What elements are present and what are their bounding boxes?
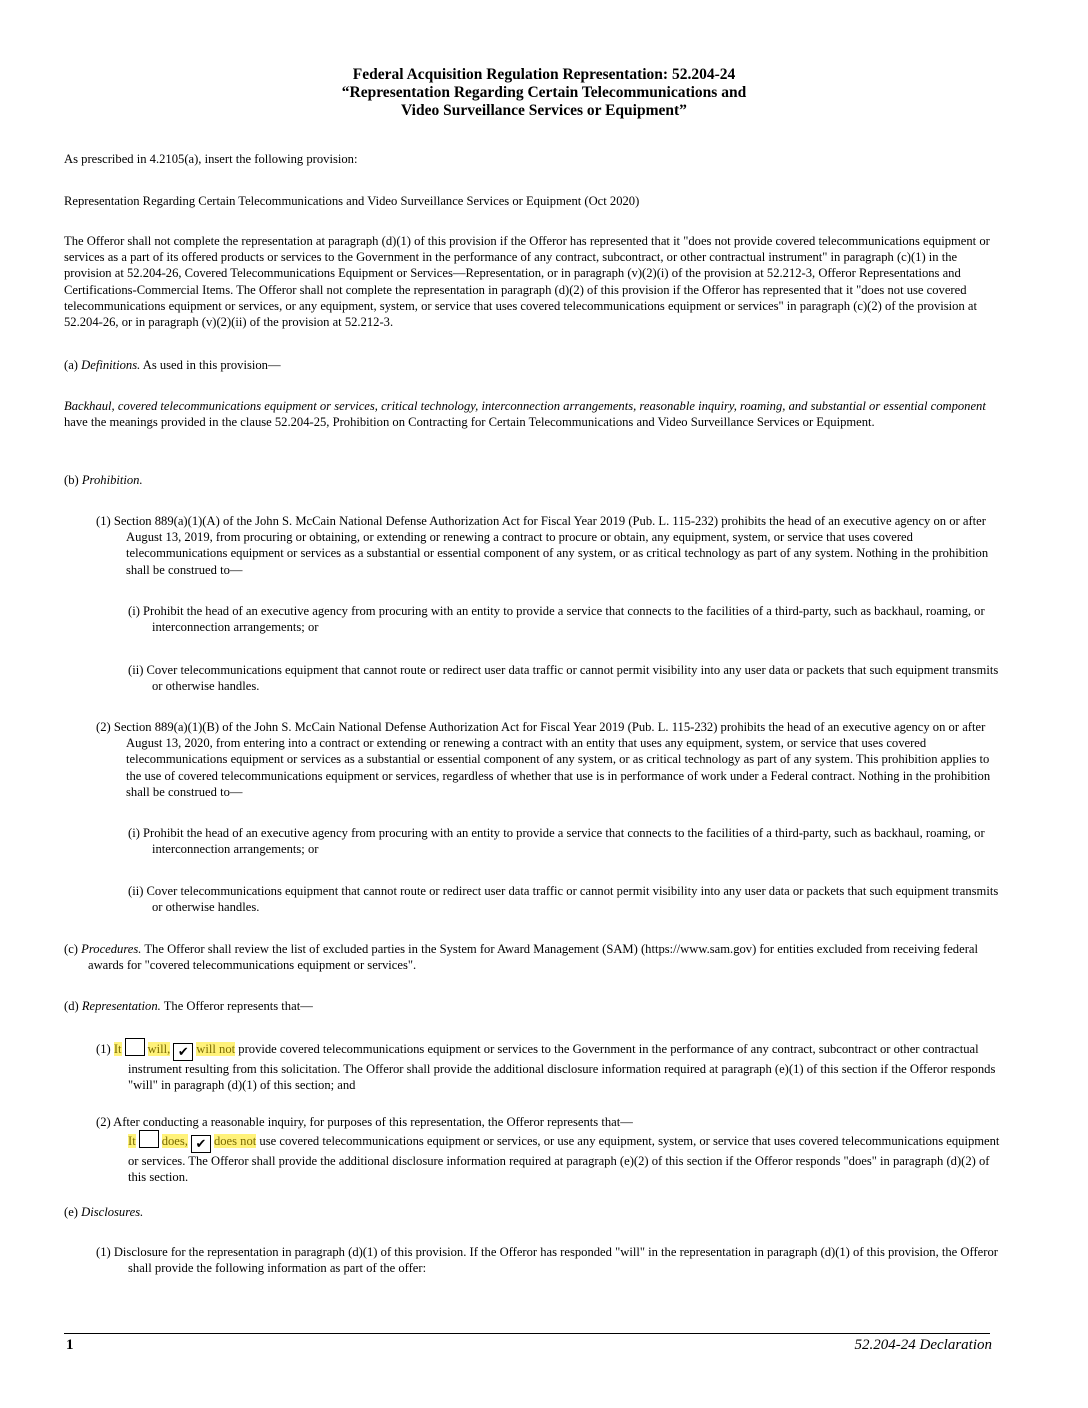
d1-number: (1) — [96, 1042, 114, 1056]
representation-heading — [64, 998, 1000, 1014]
procedures-text: The Offeror shall review the list of excluded parties in the System for Award Management (SAM) (https://www.sam.gov) for entities excluded from receiving federal awards for "covered telecommunications equipment or services". — [88, 942, 978, 973]
definitions-heading — [64, 357, 1000, 373]
definitions-paragraph — [64, 398, 1000, 430]
disclosures-e1: (1) Disclosure for the representation in paragraph (d)(1) of this provision. If the Offeror has responded "will" in the representation in paragraph (d)(1) of this provision, the Offeror shall provide the following information as part of the offer: — [96, 1245, 998, 1276]
title-line-2: “Representation Regarding Certain Telecommunications and — [341, 84, 747, 101]
prohibition-heading-text: Prohibition. — [81, 473, 143, 487]
d2-lead: (2) After conducting a reasonable inquiry, for purposes of this representation, the Offeror represents that— — [96, 1115, 633, 1129]
definitions-label: (a) — [64, 358, 82, 372]
d2-does-label: does, — [161, 1134, 188, 1149]
page-number: 1 — [66, 1337, 74, 1353]
d1-will-checkbox[interactable] — [125, 1038, 145, 1056]
provision-title: Representation Regarding Certain Telecommunications and Video Surveillance Services or Equipment (Oct 2020) — [64, 194, 640, 208]
prohibition-b2-ii: (ii) Cover telecommunications equipment that cannot route or redirect user data traffic or cannot permit visibility into any user data or packets that such equipment transmits or otherwise handles. — [128, 884, 999, 915]
d1-rest: provide covered telecommunications equipment or services to the Government in the performance of any contract, subcontract or other contractual instrument resulting from this solicitation. The Offeror shall provide the additional disclosure information required at paragraph (e)(1) of this section if the Offeror responds "will" in paragraph (d)(1) of this section; and — [128, 1042, 996, 1093]
disclosures-label: (e) — [64, 1205, 82, 1219]
d1-will-not-label: will not — [196, 1042, 236, 1056]
representation-label: (d) — [64, 999, 82, 1013]
representation-lead: The Offeror represents that— — [160, 999, 313, 1013]
d1-it-label: It — [113, 1042, 122, 1056]
representation-d2 — [96, 1114, 1000, 1186]
prohibition-b1-ii: (ii) Cover telecommunications equipment that cannot route or redirect user data traffic or cannot permit visibility into any user data or packets that such equipment transmits or otherwise handles. — [128, 663, 999, 694]
definitions-lead: As used in this provision— — [140, 358, 281, 372]
d1-will-not-checkbox[interactable]: ✔ — [173, 1043, 193, 1061]
procedures-heading: Procedures. — [81, 942, 142, 956]
disclosures-heading — [64, 1204, 1000, 1220]
definitions-terms: Backhaul, covered telecommunications equipment or services, critical technology, interconnection arrangements, reasonable inquiry, roaming, and substantial or essential component — [64, 399, 986, 413]
d2-rest: use covered telecommunications equipment or services, or use any equipment, system, or service that uses covered telecommunications equipment or services. The Offeror shall provide the additional disclosure information required at paragraph (e)(2) of this section if the Offeror responds "does" in paragraph (d)(2) of this section. — [128, 1134, 1000, 1185]
d1-will-label: will, — [147, 1042, 171, 1056]
prohibition-b2: (2) Section 889(a)(1)(B) of the John S. McCain National Defense Authorization Act for Fiscal Year 2019 (Pub. L. 115-232) prohibits the head of an executive agency on or after August 13, 2020, from entering into a contract or extending or renewing a contract with an entity that uses any equipment, system, or service that uses covered telecommunications equipment or services as a substantial or essential component of any system, or as critical technology as part of any system. This prohibition applies to the use of covered telecommunications equipment or services, regardless of whether that use is in performance of work under a Federal contract. Nothing in the prohibition shall be construed to— — [96, 720, 991, 799]
procedures-paragraph — [64, 941, 1000, 973]
title-line-3: Video Surveillance Services or Equipment” — [401, 102, 687, 119]
representation-d1 — [96, 1038, 1000, 1093]
prescribed-text: As prescribed in 4.2105(a), insert the following provision: — [64, 152, 358, 166]
d2-it-label: It — [128, 1134, 136, 1149]
preamble-paragraph: The Offeror shall not complete the representation at paragraph (d)(1) of this provision if the Offeror has represented that it "does not provide covered telecommunications equipment or services as a part of its offered products or services to the Government in the performance of any contract, subcontract, or other contractual instrument" in paragraph (c)(1) in the provision at 52.204-26, Covered Telecommunications Equipment or Services—Representation, or in paragraph (v)(2)(i) of the provision at 52.212-3, Offeror Representations and Certifications-Commercial Items. The Offeror shall not complete the representation in paragraph (d)(2) of this provision if the Offeror has represented that it "does not use covered telecommunications equipment or services, or any equipment, system, or service that uses covered telecommunications equipment or services" in paragraph (c)(2) of the provision at 52.204-26, or in paragraph (v)(2)(ii) of the provision at 52.212-3. — [64, 234, 990, 330]
definitions-rest: have the meanings provided in the clause 52.204-25, Prohibition on Contracting for Certain Telecommunications and Video Surveillance Services or Equipment. — [64, 415, 875, 430]
d2-does-checkbox[interactable] — [139, 1130, 159, 1148]
prohibition-b1-i: (i) Prohibit the head of an executive agency from procuring with an entity to provide a service that connects to the facilities of a third-party, such as backhaul, roaming, or interconnection arrangements; or — [128, 604, 985, 635]
d2-does-not-checkbox[interactable]: ✔ — [191, 1135, 211, 1153]
document-title — [0, 66, 1088, 120]
footer-doc-label: 52.204-24 Declaration — [854, 1337, 992, 1353]
prohibition-b1: (1) Section 889(a)(1)(A) of the John S. McCain National Defense Authorization Act for Fiscal Year 2019 (Pub. L. 115-232) prohibits the head of an executive agency on or after August 13, 2019, from procuring or obtaining, or extending or renewing a contract to procure or obtain, any equipment, system, or service that uses covered telecommunications equipment or services as a substantial or essential component of any system, or as critical technology as part of any system. Nothing in the prohibition shall be construed to— — [96, 514, 989, 577]
prohibition-b2-i: (i) Prohibit the head of an executive agency from procuring with an entity to provide a service that connects to the facilities of a third-party, such as backhaul, roaming, or interconnection arrangements; or — [128, 826, 985, 857]
procedures-label: (c) — [64, 942, 82, 956]
representation-heading-text: Representation. — [81, 999, 161, 1013]
title-line-1: Federal Acquisition Regulation Representation: 52.204-24 — [352, 66, 736, 83]
disclosures-heading-text: Disclosures. — [81, 1205, 144, 1219]
prohibition-heading — [64, 472, 1000, 488]
footer-divider — [64, 1333, 990, 1334]
definitions-heading-text: Definitions. — [81, 358, 141, 372]
d2-does-not-label: does not — [213, 1134, 257, 1149]
prohibition-label: (b) — [64, 473, 82, 487]
